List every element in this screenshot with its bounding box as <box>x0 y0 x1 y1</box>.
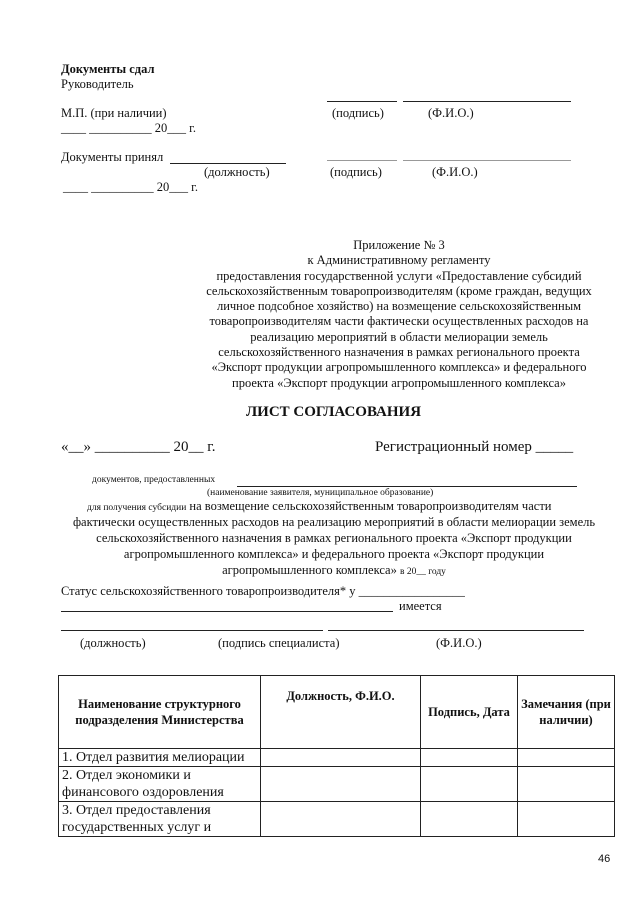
appendix-line: «Экспорт продукции агропромышленного комплекса» и федерального <box>211 360 587 375</box>
purpose-prefix: для получения субсидии <box>87 503 187 513</box>
caption-signature: (подпись специалиста) <box>218 636 340 650</box>
purpose-block <box>58 514 610 580</box>
date-line: ____ __________ 20___ г. <box>61 121 196 135</box>
purpose-line: фактически осуществленных расходов на реализацию мероприятий в области мелиорации земель <box>72 515 596 529</box>
date-line-2: ____ __________ 20___ г. <box>63 180 198 194</box>
appendix-block <box>194 238 604 391</box>
appendix-line: сельскохозяйственного назначения в рамках регионального проекта <box>218 345 580 360</box>
docs-provided-prefix: документов, предоставленных <box>92 475 216 485</box>
appendix-line: товаропроизводителям части фактически осуществленных расходов на <box>209 314 589 329</box>
spec-line-1 <box>61 630 323 631</box>
documents-submitted-label: Документы сдал <box>61 62 155 76</box>
table-cell <box>261 802 421 837</box>
header-department: Наименование структурного подразделения Министерства <box>59 676 261 749</box>
header-position-fio: Должность, Ф.И.О. <box>261 676 421 749</box>
table-cell <box>518 802 615 837</box>
sheet-title: ЛИСТ СОГЛАСОВАНИЯ <box>246 404 422 420</box>
spec-line-2 <box>328 630 584 631</box>
signature-line <box>327 101 397 102</box>
caption-position: (должность) <box>80 636 146 650</box>
table-cell <box>421 802 518 837</box>
table-cell <box>421 767 518 802</box>
table-row <box>59 767 615 802</box>
table-cell <box>421 749 518 767</box>
applicant-caption: (наименование заявителя, муниципальное образование) <box>207 488 434 498</box>
purpose-line: сельскохозяйственного назначения в рамках регионального проекта «Экспорт продукции <box>96 531 572 545</box>
purpose-line: агропромышленного комплекса» и федерального проекта «Экспорт продукции <box>123 547 545 561</box>
table-row <box>59 749 615 767</box>
sheet-date-line: «__» __________ 20__ г. <box>61 439 216 455</box>
fio-caption-2: (Ф.И.О.) <box>432 165 478 179</box>
appendix-line: личное подсобное хозяйство) на возмещение сельскохозяйственным <box>216 299 582 314</box>
position-caption: (должность) <box>204 165 270 179</box>
signature-line-2 <box>327 160 397 161</box>
table-cell: 2. Отдел экономики и финансового оздоровления <box>59 767 261 802</box>
page-number: 46 <box>598 853 611 865</box>
table-cell <box>261 749 421 767</box>
purpose-line <box>58 562 610 580</box>
status-line: Статус сельскохозяйственного товаропроизводителя* у _________________ <box>61 584 465 598</box>
stamp-label: М.П. (при наличии) <box>61 106 167 120</box>
signature-caption: (подпись) <box>332 106 384 120</box>
appendix-line: предоставления государственной услуги «Предоставление субсидий <box>216 268 582 283</box>
table-row <box>59 802 615 837</box>
approval-table <box>58 675 615 837</box>
purpose-line-1 <box>87 499 551 514</box>
fio-line-2 <box>403 160 571 161</box>
appendix-line: к Административному регламенту <box>307 253 491 268</box>
appendix-line: Приложение № 3 <box>353 238 445 252</box>
head-label: Руководитель <box>61 77 134 91</box>
table-cell: 3. Отдел предоставления государственных услуг и <box>59 802 261 837</box>
table-cell <box>261 767 421 802</box>
purpose-last: агропромышленного комплекса» <box>222 563 397 577</box>
position-line <box>170 163 286 164</box>
appendix-line: проекта «Экспорт продукции агропромышленного комплекса» <box>232 375 566 390</box>
table-cell: 1. Отдел развития мелиорации <box>59 749 261 767</box>
has-word: имеется <box>399 599 442 613</box>
fio-line <box>403 101 571 102</box>
header-signature-date: Подпись, Дата <box>421 676 518 749</box>
table-cell <box>518 749 615 767</box>
registration-number: Регистрационный номер _____ <box>375 439 574 455</box>
purpose-text: на возмещение сельскохозяйственным товаропроизводителям части <box>189 499 552 513</box>
table-header-row <box>59 676 615 749</box>
appendix-line: сельскохозяйственным товаропроизводителям (кроме граждан, ведущих <box>206 283 592 298</box>
appendix-line: реализацию мероприятий в области мелиорации земель <box>250 329 548 344</box>
table-cell <box>518 767 615 802</box>
caption-fio: (Ф.И.О.) <box>436 636 482 650</box>
fio-caption: (Ф.И.О.) <box>428 106 474 120</box>
purpose-year: в 20__ году <box>399 567 446 577</box>
documents-accepted-label: Документы принял <box>61 150 164 164</box>
has-status-line <box>61 611 393 612</box>
signature-caption-2: (подпись) <box>330 165 382 179</box>
applicant-line <box>237 486 577 487</box>
header-remarks: Замечания (при наличии) <box>518 676 615 749</box>
